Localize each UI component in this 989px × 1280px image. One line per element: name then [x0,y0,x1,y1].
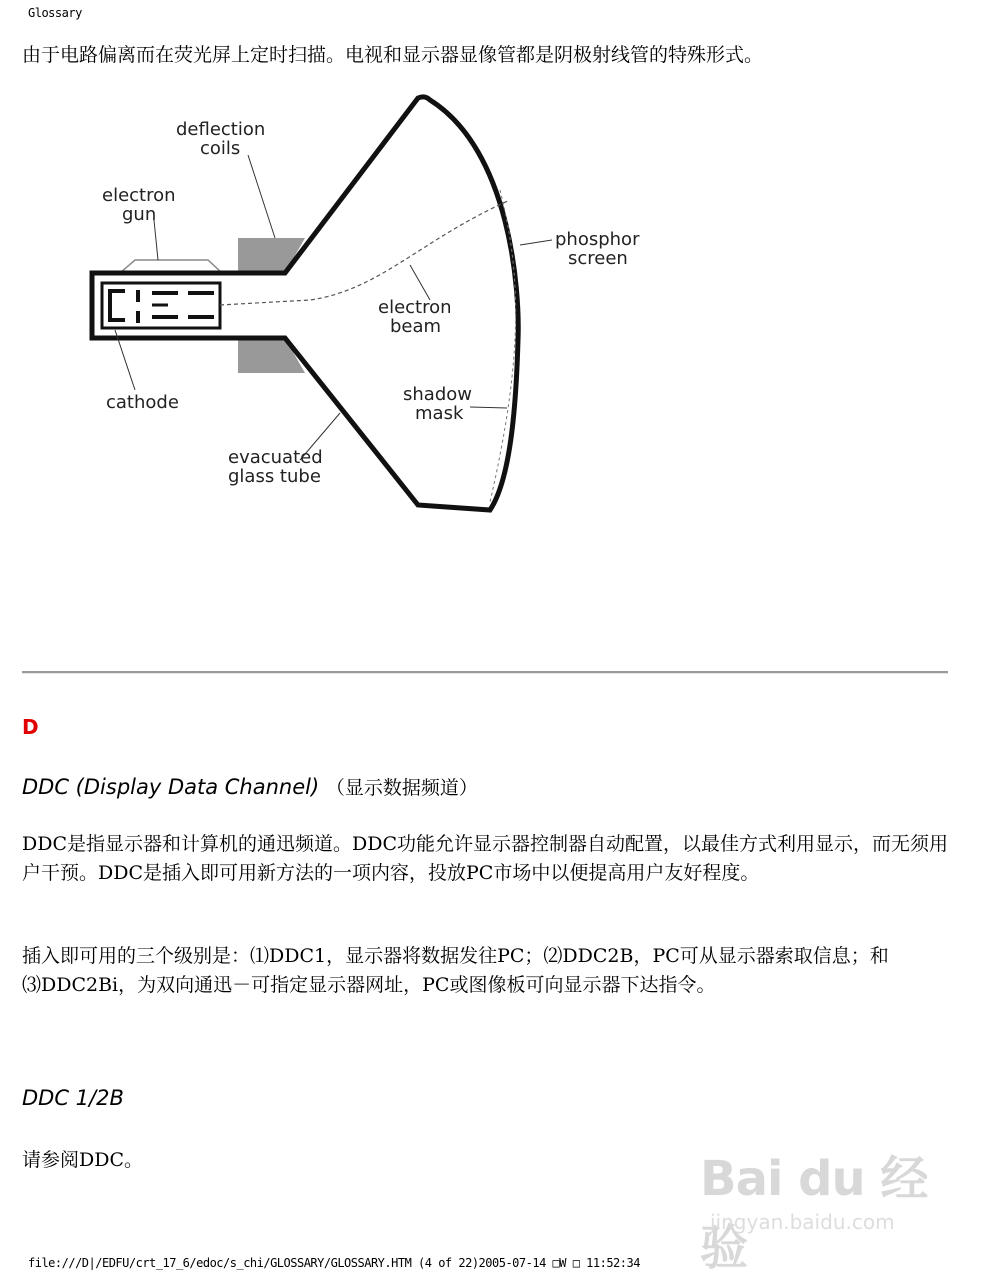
baidu-watermark [690,1130,950,1276]
shadow-mask-curve [490,190,516,502]
label-deflection: deflection [176,119,266,140]
label-screen: screen [568,248,628,269]
label-evacuated: evacuated [228,447,323,468]
label-electron-gun-2: gun [122,204,157,225]
section-letter-heading: D [22,715,39,739]
cathode-shape [110,291,125,320]
label-electron-beam-2: beam [390,316,442,337]
term-ddc-heading [22,773,478,800]
watermark-logo: Bai du 经验 [700,1151,928,1276]
label-phosphor: phosphor [555,229,640,250]
ddc12b-see-also: 请参阅DDC。 [22,1149,144,1171]
label-electron-beam-1: electron [378,297,452,318]
term-ddc12b-heading [22,1086,124,1110]
term-ddc12b-english: DDC 1/2B [22,1086,124,1110]
crt-diagram [80,90,660,520]
intro-paragraph: 由于电路偏离而在荧光屏上定时扫描。电视和显示器显像管都是阴极射线管的特殊形式。 [22,44,764,66]
term-ddc-chinese: （显示数据频道） [325,777,478,799]
section-divider [22,671,948,674]
crt-diagram-svg [80,90,660,520]
deflection-coil-lower [238,338,305,373]
label-electron-gun-1: electron [102,185,176,206]
ddc-description-paragraph: DDC是指显示器和计算机的通迅频道。DDC功能允许显示器控制器自动配置，以最佳方式利用显示，而无须用户干预。DDC是插入即可用新方法的一项内容，投放PC市场中以便提高用户友好程度。 [22,833,949,884]
label-coils: coils [200,138,241,159]
page-header-title: Glossary [28,6,82,20]
label-mask: mask [415,403,464,424]
label-glass-tube: glass tube [228,466,321,487]
watermark-url: jingyan.baidu.com [710,1210,895,1234]
page-footer-path: file:///D|/EDFU/crt_17_6/edoc/s_chi/GLOSSARY/GLOSSARY.HTM (4 of 22)2005-07-14 □W □ 11:52:34 [28,1256,640,1270]
deflection-coil-upper [238,238,305,273]
ddc-levels-paragraph: 插入即可用的三个级别是：⑴DDC1，显示器将数据发往PC；⑵DDC2B，PC可从显示器索取信息；和⑶DDC2Bi，为双向通迅－可指定显示器网址，PC或图像板可向显示器下达指令。 [22,945,889,996]
label-cathode: cathode [106,392,179,413]
term-ddc-english: DDC (Display Data Channel) [22,775,320,799]
label-shadow: shadow [403,384,472,405]
